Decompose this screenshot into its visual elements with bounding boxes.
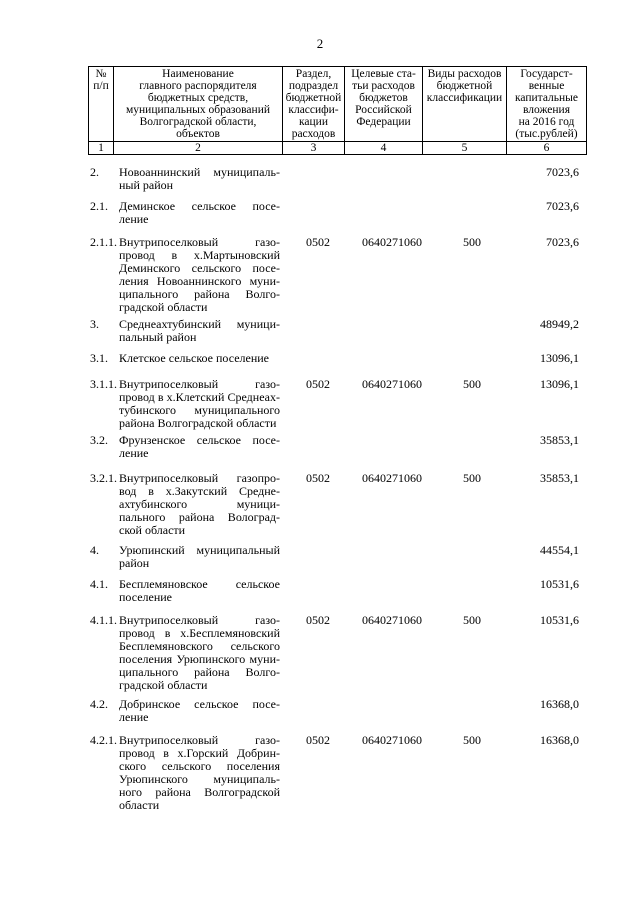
header-line: бюджетов: [359, 92, 408, 104]
row-number: 4.2.: [90, 697, 108, 711]
row-name: [119, 318, 280, 344]
column-numbers-row: [89, 142, 587, 155]
row-amount: 35853,1: [540, 471, 579, 485]
row-section: 0502: [306, 377, 330, 391]
row-name: [119, 434, 280, 460]
row-amount: 48949,2: [540, 317, 579, 331]
header-col-2: [114, 67, 283, 142]
row-name-line: провод в х.Клетский Среднеах-: [119, 390, 280, 404]
column-number: 5: [423, 142, 507, 155]
table-header: [88, 66, 587, 155]
row-section: 0502: [306, 733, 330, 747]
header-line: бюджетной: [436, 80, 493, 92]
row-name-line: пального района Волоград-: [119, 510, 280, 524]
header-line: капитальные: [514, 92, 578, 104]
row-expense-kind: 500: [463, 613, 481, 627]
row-number: 3.2.1.: [90, 471, 117, 485]
row-name-line: области: [119, 798, 160, 812]
row-name-line: ской области: [119, 523, 186, 537]
column-number: 2: [114, 142, 283, 155]
row-name: [119, 352, 280, 365]
header-line: кации: [299, 116, 328, 128]
column-number: 1: [89, 142, 114, 155]
row-name-line: провод в х.Мартыновский: [119, 248, 280, 262]
row-name-line: ахтубинского муници-: [119, 497, 280, 511]
row-name-line: провод в х.Бесплемяновский: [119, 626, 280, 640]
row-number: 3.1.: [90, 351, 108, 365]
row-name-line: ного района Волгоградской: [119, 785, 280, 799]
row-name-line: Внутрипоселковый газо-: [119, 613, 280, 627]
header-line: главного распорядителя: [139, 80, 257, 92]
row-name-line: Внутрипоселковый газо-: [119, 235, 280, 249]
column-number: 4: [345, 142, 423, 155]
row-name-line: градской области: [119, 678, 208, 692]
row-amount: 44554,1: [540, 543, 579, 557]
header-line: Федерации: [356, 116, 411, 128]
row-name-line: ского сельского поселения: [119, 759, 280, 773]
header-line: Раздел,: [295, 68, 332, 80]
row-name-line: ления Новоаннинского муни-: [119, 274, 280, 288]
row-amount: 10531,6: [540, 613, 579, 627]
row-number: 4.: [90, 543, 99, 557]
row-name-line: ципального района Волго-: [119, 665, 280, 679]
row-name-line: Урюпинский муниципальный: [119, 543, 280, 557]
row-name-line: градской области: [119, 300, 208, 314]
header-line: на 2016 год: [518, 116, 575, 128]
row-name-line: поселение: [119, 590, 173, 604]
header-line: Государст-: [520, 68, 573, 80]
row-number: 3.1.1.: [90, 377, 117, 391]
row-number: 4.2.1.: [90, 733, 117, 747]
row-name-line: Новоаннинский муниципаль-: [119, 165, 280, 179]
row-amount: 16368,0: [540, 697, 579, 711]
row-name-line: провод в х.Горский Добрин-: [119, 746, 280, 760]
header-line: Целевые ста-: [351, 68, 416, 80]
header-line: Наименование: [162, 68, 234, 80]
page-number: 2: [316, 36, 324, 51]
header-line: венные: [528, 80, 565, 92]
header-line: п/п: [93, 80, 109, 92]
row-expense-kind: 500: [463, 471, 481, 485]
row-name-line: вод в х.Закутский Средне-: [119, 484, 280, 498]
header-line: (тыс.рублей): [515, 128, 578, 140]
row-name: [119, 236, 280, 314]
header-line: №: [95, 68, 107, 80]
row-name-line: Бесплемяновское сельское: [119, 577, 280, 591]
row-expense-kind: 500: [463, 377, 481, 391]
row-number: 2.: [90, 165, 99, 179]
row-name-line: ление: [119, 212, 149, 226]
row-target-article: 0640271060: [362, 733, 422, 747]
header-line: бюджетных средств,: [147, 92, 249, 104]
header-line: классифи-: [288, 104, 339, 116]
row-name-line: тубинского муниципального: [119, 403, 280, 417]
row-name: [119, 166, 280, 192]
row-name-line: Фрунзенское сельское посе-: [119, 433, 280, 447]
column-number: 3: [283, 142, 345, 155]
header-line: расходов: [291, 128, 336, 140]
row-amount: 13096,1: [540, 377, 579, 391]
row-name: [119, 734, 280, 812]
row-name-line: Клетское сельское поселение: [119, 351, 270, 365]
row-number: 2.1.: [90, 199, 108, 213]
row-name-line: поселения Урюпинского муни-: [119, 652, 280, 666]
row-name: [119, 472, 280, 537]
row-section: 0502: [306, 471, 330, 485]
header-line: подраздел: [288, 80, 339, 92]
row-number: 4.1.: [90, 577, 108, 591]
header-line: объектов: [176, 128, 220, 140]
row-expense-kind: 500: [463, 733, 481, 747]
header-line: муниципальных образований: [125, 104, 271, 116]
row-name: [119, 614, 280, 692]
header-col-1: [89, 67, 114, 142]
row-number: 2.1.1.: [90, 235, 117, 249]
row-name-line: пальный район: [119, 330, 197, 344]
row-name-line: район: [119, 556, 150, 570]
row-name-line: Деминского сельского посе-: [119, 261, 280, 275]
header-line: классификации: [426, 92, 503, 104]
row-amount: 7023,6: [546, 165, 579, 179]
row-amount: 13096,1: [540, 351, 579, 365]
row-name: [119, 544, 280, 570]
row-name: [119, 578, 280, 604]
row-name-line: ление: [119, 446, 149, 460]
row-target-article: 0640271060: [362, 235, 422, 249]
header-line: тьи расходов: [352, 80, 415, 92]
row-target-article: 0640271060: [362, 377, 422, 391]
row-name-line: ление: [119, 710, 149, 724]
header-line: Волгоградской области,: [139, 116, 257, 128]
row-section: 0502: [306, 613, 330, 627]
header-line: бюджетной: [285, 92, 342, 104]
row-name-line: Среднеахтубинский муници-: [119, 317, 280, 331]
row-amount: 35853,1: [540, 433, 579, 447]
header-line: Российской: [355, 104, 412, 116]
row-target-article: 0640271060: [362, 471, 422, 485]
row-name: [119, 378, 280, 430]
header-row: [89, 67, 587, 142]
row-name-line: ципального района Волго-: [119, 287, 280, 301]
row-name: [119, 698, 280, 724]
row-name-line: Добринское сельское посе-: [119, 697, 280, 711]
row-name-line: Внутрипоселковый газопро-: [119, 471, 280, 485]
row-amount: 7023,6: [546, 235, 579, 249]
header-line: Виды расходов: [427, 68, 502, 80]
header-line: вложения: [523, 104, 570, 116]
row-section: 0502: [306, 235, 330, 249]
row-name-line: района Волгоградской области: [119, 416, 277, 430]
row-target-article: 0640271060: [362, 613, 422, 627]
row-name: [119, 200, 280, 226]
header-col-6: [507, 67, 587, 142]
header-col-4: [345, 67, 423, 142]
row-number: 3.2.: [90, 433, 108, 447]
row-amount: 10531,6: [540, 577, 579, 591]
row-amount: 16368,0: [540, 733, 579, 747]
header-col-5: [423, 67, 507, 142]
row-name-line: Внутрипоселковый газо-: [119, 377, 280, 391]
row-name-line: Внутрипоселковый газо-: [119, 733, 280, 747]
row-name-line: ный район: [119, 178, 174, 192]
row-amount: 7023,6: [546, 199, 579, 213]
row-name-line: Бесплемяновского сельского: [119, 639, 280, 653]
row-number: 3.: [90, 317, 99, 331]
row-expense-kind: 500: [463, 235, 481, 249]
row-name-line: Урюпинского муниципаль-: [119, 772, 280, 786]
row-number: 4.1.1.: [90, 613, 117, 627]
row-name-line: Деминское сельское посе-: [119, 199, 280, 213]
header-col-3: [283, 67, 345, 142]
column-number: 6: [507, 142, 587, 155]
